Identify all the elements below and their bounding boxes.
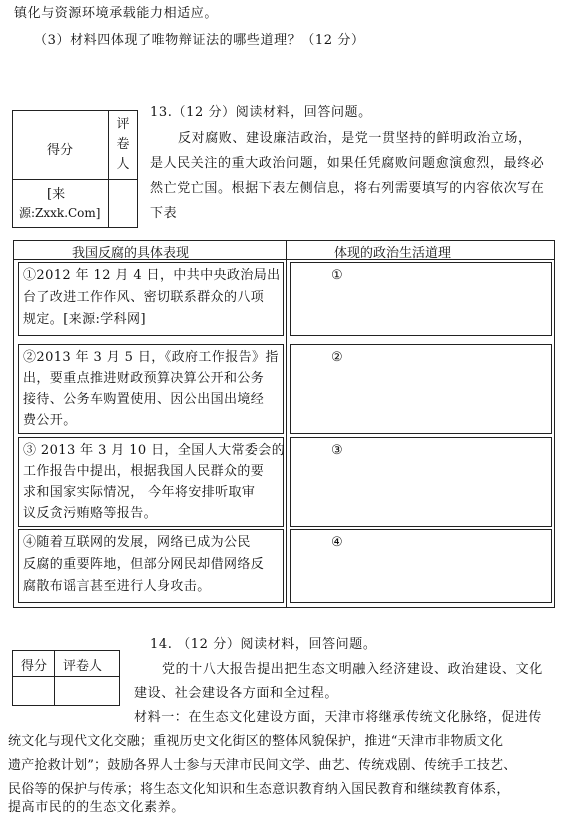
question-3-prompt: （3）材料四体现了唯物辩证法的哪些道理？（12 分） bbox=[34, 33, 365, 48]
table-header-right: 体现的政治生活道理 bbox=[334, 246, 452, 261]
score-box-q13 bbox=[12, 110, 138, 228]
table-header-left: 我国反腐的具体表现 bbox=[72, 246, 190, 261]
question-13-heading: 13.（12 分）阅读材料，回答问题。 bbox=[150, 105, 372, 120]
q14-material-line-3: 遗产抢救计划”；鼓励各界人士参与天津市民间文学、曲艺、传统戏剧、传统手工技艺、 bbox=[8, 758, 517, 773]
table-row-3-right[interactable]: ③ bbox=[290, 437, 552, 527]
q13-paragraph-line-1: 反对腐败、建设廉洁政治，是党一贯坚持的鲜明政治立场， bbox=[178, 131, 532, 146]
q13-paragraph-line-2: 是人民关注的重大政治问题，如果任凭腐败问题愈演愈烈，最终必 bbox=[150, 156, 545, 171]
table-row-1-left: ①2012 年 12 月 4 日，中共中央政治局出 台了改进工作作风、密切联系群众的八项 规定。[来源:学科网] bbox=[18, 262, 284, 336]
table-row-2-right[interactable]: ② bbox=[290, 344, 552, 434]
q14-material-line-4: 民俗等的保护与传承；将生态文化知识和生态意识教育纳入国民教育和继续教育体系， bbox=[8, 782, 510, 797]
grader-label: 评 卷 人 bbox=[116, 117, 130, 172]
q13-paragraph-line-4: 下表 bbox=[150, 206, 178, 221]
question-14-heading: 14. （12 分）阅读材料，回答问题。 bbox=[150, 637, 377, 652]
anti-corruption-table bbox=[13, 240, 555, 608]
source-note-line-2: 源:Zxxk.Com] bbox=[19, 206, 101, 220]
table-row-3-left: ③ 2013 年 3 月 10 日，全国人大常委会的 工作报告中提出，根据我国人民群众的要 求和国家实际情况， 今年将安排听取审 议反贪污贿赂等报告。 bbox=[18, 437, 284, 527]
table-row-4-left: ④随着互联网的发展，网络已成为公民 反腐的重要阵地，但部分网民却借网络反 腐散布谣言甚至进行人身攻击。 bbox=[18, 529, 284, 603]
top-line-1: 镇化与资源环境承载能力相适应。 bbox=[14, 6, 219, 21]
q13-paragraph-line-3: 然亡党亡国。根据下表左侧信息，将右列需要填写的内容依次写在 bbox=[150, 181, 545, 196]
score-label: 得分 bbox=[47, 143, 74, 158]
score-label: 得分 bbox=[21, 659, 48, 674]
table-row-2-left: ②2013 年 3 月 5 日，《政府工作报告》指 出，要重点推进财政预算决算公开和公务 接待、公务车购置使用、因公出国出境经 费公开。 bbox=[18, 344, 284, 434]
table-row-4-right[interactable]: ④ bbox=[290, 529, 552, 603]
score-box-q14 bbox=[12, 650, 120, 706]
q14-material-line-1: 材料一：在生态文化建设方面，天津市将继承传统文化脉络，促进传 bbox=[134, 710, 543, 725]
q14-material-line-5: 提高市民的的生态文化素养。 bbox=[8, 800, 185, 815]
q14-intro-line-2: 建设、社会建设各方面和全过程。 bbox=[134, 686, 339, 701]
table-row-1-right[interactable]: ① bbox=[290, 262, 552, 336]
q14-material-line-2: 统文化与现代文化交融；重视历史文化街区的整体风貌保护，推进“天津市非物质文化 bbox=[8, 734, 504, 749]
grader-label: 评卷人 bbox=[63, 659, 103, 674]
source-note-line-1: [来 bbox=[47, 187, 66, 202]
q14-intro-line-1: 党的十八大报告提出把生态文明融入经济建设、政治建设、文化 bbox=[162, 662, 543, 677]
